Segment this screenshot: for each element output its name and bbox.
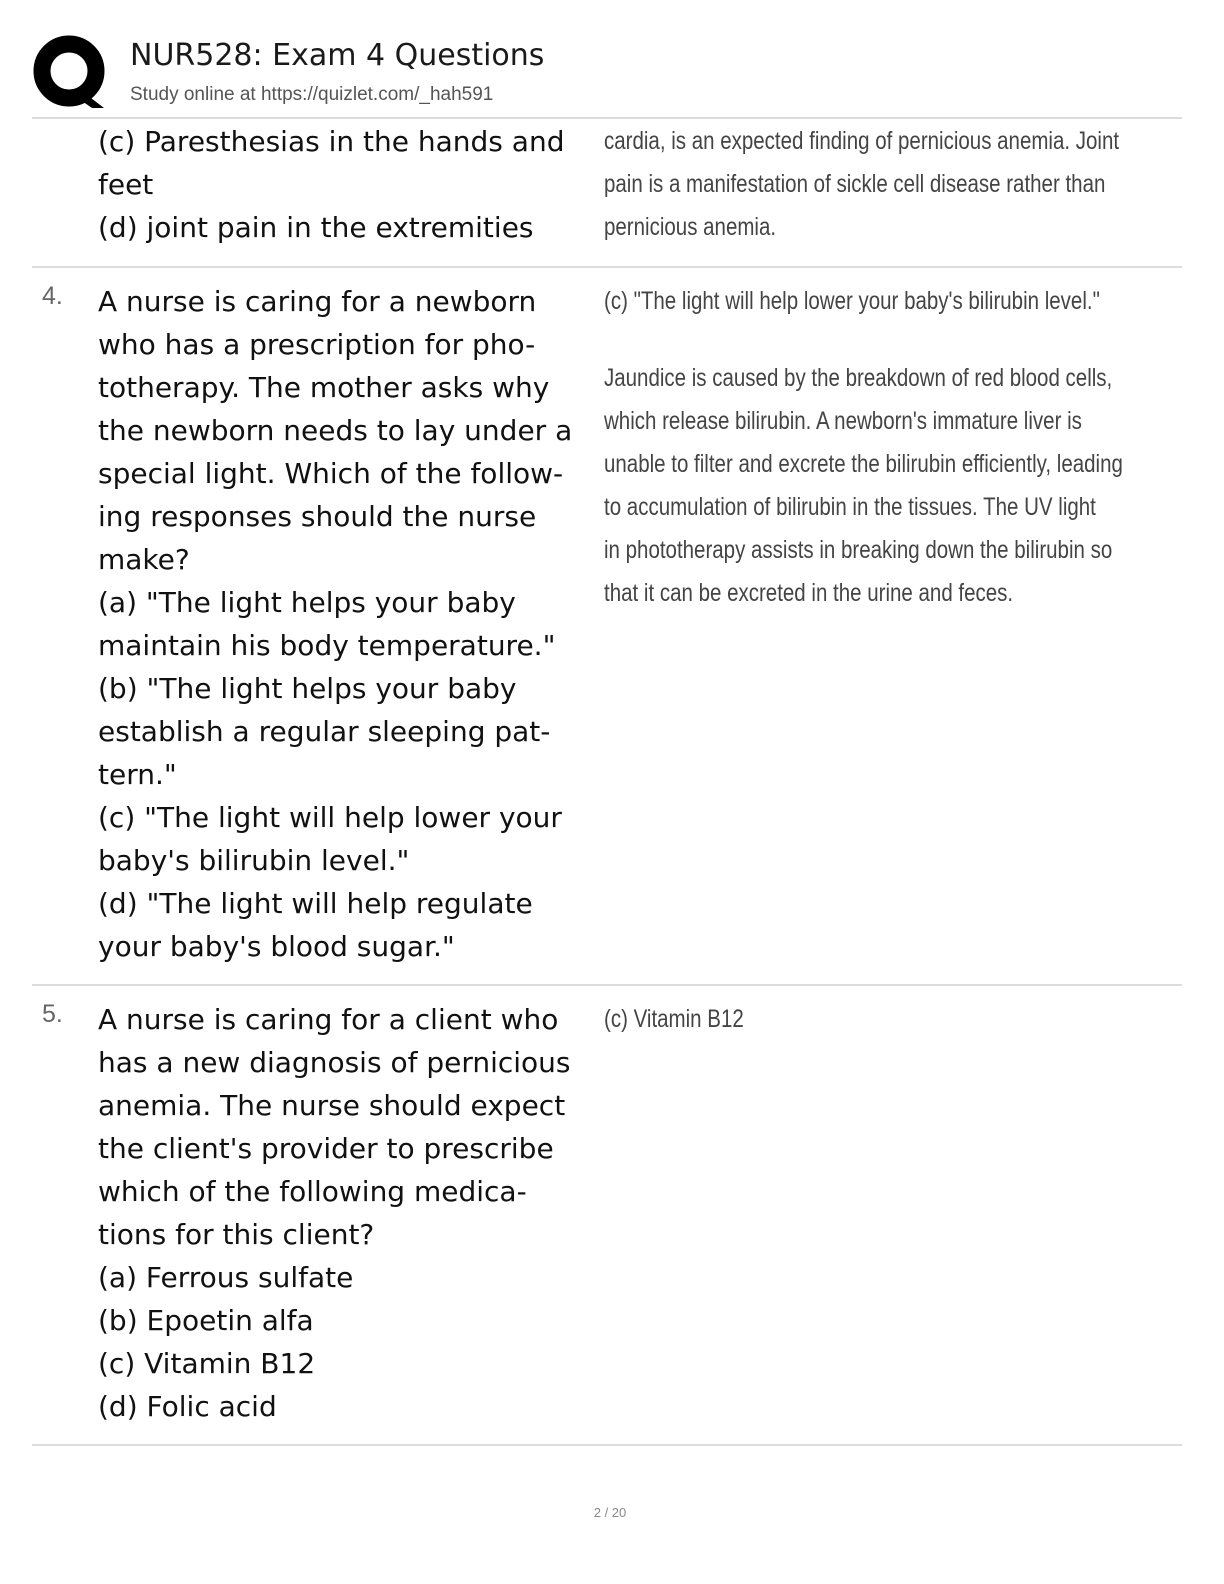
answer-line: (c) "The light will help lower your baby's bilirubin level." [604, 287, 1100, 315]
answer-text [604, 998, 1078, 1041]
answer-text [604, 120, 1120, 249]
answer-line: pernicious anemia. [604, 213, 777, 241]
question-line: who has a prescription for pho- [98, 328, 536, 361]
question-line: (d) "The light will help regulate [98, 887, 533, 920]
question-line: (b) Epoetin alfa [98, 1304, 314, 1337]
explanation-line: which release bilirubin. A newborn's immature liver is [604, 407, 1082, 435]
explanation-line: that it can be excreted in the urine and feces. [604, 579, 1014, 607]
question-line: tern." [98, 758, 177, 791]
explanation-line: unable to filter and excrete the bilirubin efficiently, leading [604, 450, 1123, 478]
question-line: special light. Which of the follow- [98, 457, 564, 490]
question-line: (b) "The light helps your baby [98, 672, 517, 705]
question-line: (d) joint pain in the extremities [98, 211, 534, 244]
question-line: A nurse is caring for a newborn [98, 285, 537, 318]
question-line: anemia. The nurse should expect [98, 1089, 566, 1122]
question-line: (c) Vitamin B12 [98, 1347, 316, 1380]
divider [32, 117, 1182, 119]
question-line: ing responses should the nurse [98, 500, 537, 533]
document-title: NUR528: Exam 4 Questions [130, 38, 545, 73]
page-number: 2 / 20 [593, 1505, 627, 1520]
divider [32, 984, 1182, 986]
question-line: (c) Paresthesias in the hands and [98, 125, 565, 158]
question-line: the client's provider to prescribe [98, 1132, 554, 1165]
question-line: totherapy. The mother asks why [98, 371, 550, 404]
quizlet-logo-icon [32, 34, 110, 112]
explanation-line: Jaundice is caused by the breakdown of red blood cells, [604, 364, 1113, 392]
explanation-line: to accumulation of bilirubin in the tissues. The UV light [604, 493, 1096, 521]
question-line: the newborn needs to lay under a [98, 414, 573, 447]
question-row [32, 998, 1182, 1438]
question-line: which of the following medica- [98, 1175, 527, 1208]
question-line: feet [98, 168, 154, 201]
question-line: (a) "The light helps your baby [98, 586, 516, 619]
answer-line: pain is a manifestation of sickle cell disease rather than [604, 170, 1106, 198]
answer-text [604, 280, 1123, 615]
question-line: (a) Ferrous sulfate [98, 1261, 354, 1294]
divider [32, 266, 1182, 268]
question-row [32, 280, 1182, 970]
question-row-continued [32, 120, 1182, 260]
question-line: has a new diagnosis of pernicious [98, 1046, 571, 1079]
explanation-line: in phototherapy assists in breaking down the bilirubin so [604, 536, 1113, 564]
document-subtitle: Study online at https://quizlet.com/_hah591 [130, 84, 494, 105]
answer-line: cardia, is an expected finding of pernicious anemia. Joint [604, 127, 1120, 155]
answer-line: (c) Vitamin B12 [604, 1005, 744, 1033]
question-line: (d) Folic acid [98, 1390, 277, 1423]
question-text [98, 998, 598, 1428]
question-line: tions for this client? [98, 1218, 375, 1251]
question-text [98, 280, 598, 968]
question-line: establish a regular sleeping pat- [98, 715, 551, 748]
question-number: 4. [42, 282, 63, 310]
divider [32, 1444, 1182, 1446]
question-line: (c) "The light will help lower your [98, 801, 562, 834]
question-number: 5. [42, 1000, 63, 1028]
question-line: A nurse is caring for a client who [98, 1003, 559, 1036]
question-line: your baby's blood sugar." [98, 930, 455, 963]
question-line: maintain his body temperature." [98, 629, 556, 662]
document-header [32, 30, 1182, 116]
question-line: make? [98, 543, 190, 576]
question-line: baby's bilirubin level." [98, 844, 410, 877]
question-text [98, 120, 598, 249]
answer-spacer [604, 323, 1078, 357]
